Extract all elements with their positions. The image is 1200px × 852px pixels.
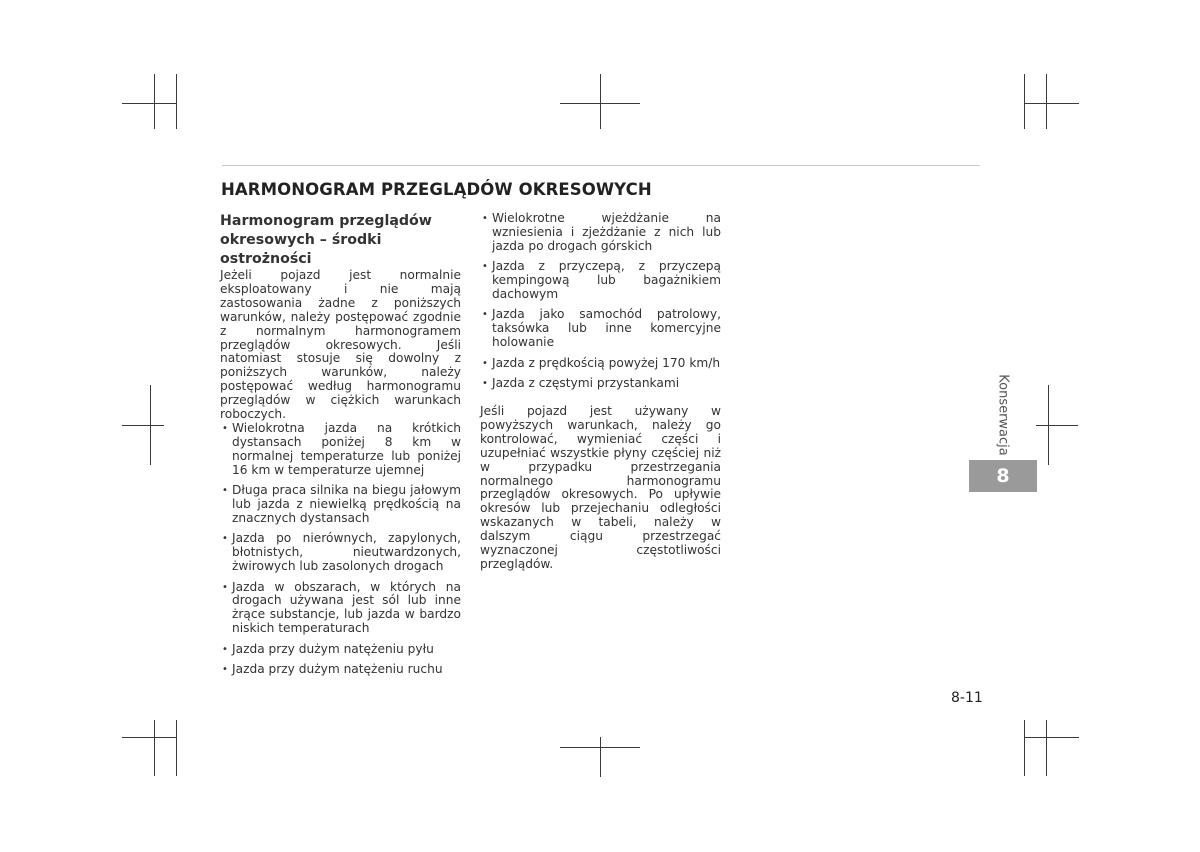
header-rule — [222, 165, 980, 166]
closing-paragraph: Jeśli pojazd jest używany w powyższych warunkach, należy go kontrolować, wymieniać części i uzupełniać wszystkie płyny częściej niż w przypadku przestrzegania normalnego harmonogramu przeglądów okresowych. Po upływie okresów lub przejechaniu odległości wskazanych w tabeli, należy w dalszym ciągu przestrzegać wyznaczonej częstotliwości przeglądów. — [480, 403, 721, 571]
conditions-list-left — [220, 422, 461, 677]
chapter-tab-label: Konserwacja — [995, 374, 1011, 456]
page-title: HARMONOGRAM PRZEGLĄDÓW OKRESOWYCH — [221, 180, 652, 199]
left-column — [220, 212, 461, 683]
list-item: • Jazda z przyczepą, z przyczepą kempingową lub bagażnikiem dachowym — [480, 260, 721, 302]
list-item: • Jazda po nierównych, zapylonych, błotnistych, nieutwardzonych, żwirowych lub zasolonych drogach — [220, 532, 461, 574]
list-item: • Jazda jako samochód patrolowy, taksówka lub inne komercyjne holowanie — [480, 308, 721, 350]
section-subtitle-line-2: okresowych – środki ostrożności — [220, 232, 382, 267]
right-column — [480, 212, 721, 572]
list-item: • Jazda przy dużym natężeniu ruchu — [220, 663, 461, 677]
page-number: 8-11 — [951, 690, 983, 706]
chapter-tab-number: 8 — [969, 460, 1037, 492]
intro-paragraph: Jeżeli pojazd jest normalnie eksploatowany i nie mają zastosowania żadne z poniższych warunków, należy postępować zgodnie z normalnym harmonogramem przeglądów okresowych. Jeśli natomiast stosuje się dowolny z poniższych warunków, należy postępować według harmonogramu przeglądów w ciężkich warunkach roboczych. — [220, 268, 461, 422]
conditions-list-right — [480, 212, 721, 391]
list-item: • Wielokrotne wjeżdżanie na wzniesienia i zjeżdżanie z nich lub jazda po drogach górskich — [480, 212, 721, 254]
section-subtitle — [220, 212, 461, 269]
list-item: • Wielokrotna jazda na krótkich dystansach poniżej 8 km w normalnej temperaturze lub poniżej 16 km w temperaturze ujemnej — [220, 422, 461, 478]
list-item: • Jazda z częstymi przystankami — [480, 377, 721, 391]
list-item: • Jazda z prędkością powyżej 170 km/h — [480, 357, 721, 371]
list-item: • Jazda w obszarach, w których na drogach używana jest sól lub inne żrące substancje, lub jazda w bardzo niskich temperaturach — [220, 581, 461, 637]
section-subtitle-line-1: Harmonogram przeglądów — [220, 213, 432, 229]
list-item: • Jazda przy dużym natężeniu pyłu — [220, 643, 461, 657]
list-item: • Długa praca silnika na biegu jałowym lub jazda z niewielką prędkością na znacznych dystansach — [220, 484, 461, 526]
